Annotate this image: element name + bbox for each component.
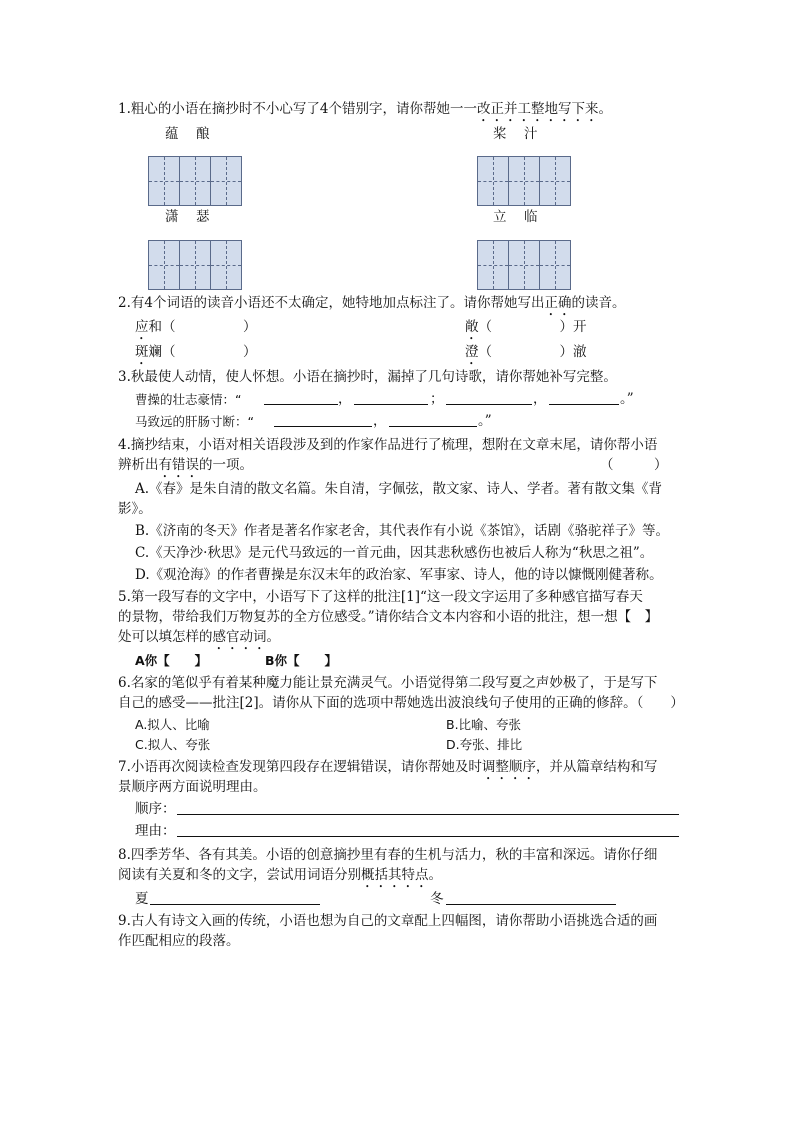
- q7-stem-line1: 7.小语再次阅读检查发现第四段存在逻辑错误，请你帮她及时调整顺序，并从篇章结构和写: [118, 759, 658, 775]
- q3-blank-6[interactable]: [389, 426, 477, 427]
- q7-stem-line2: 景顺序两方面说明理由。: [118, 779, 267, 795]
- q1-writing-grid-4[interactable]: [477, 240, 571, 290]
- q1-stem: 1.粗心的小语在摘抄时不小心写了4个错别字，请你帮她一一改正并工整地写下来。: [118, 101, 612, 117]
- q6-stem-line2: 自己的感受——批注[2]。请你从下面的选项中帮她选出波浪线句子使用的正确的修辞。（ ）: [118, 695, 684, 711]
- q3-blank-3[interactable]: [446, 404, 532, 405]
- q2-item-2[interactable]: 敞（ ）开: [465, 319, 587, 335]
- q8-summer-line[interactable]: [150, 904, 320, 905]
- q2-stem: 2.有4个词语的读音小语还不太确定，她特地加点标注了。请你帮她写出正确的读音。: [118, 295, 626, 311]
- q1-word-4: 立 临: [493, 209, 540, 225]
- q4-option-b: B.《济南的冬天》作者是著名作家老舍，其代表作有小说《茶馆》，话剧《骆驼祥子》等。: [135, 523, 669, 539]
- q2-item-1[interactable]: 应和（ ）: [135, 319, 257, 335]
- q3-line2-label: 马致远的肝肠寸断：“: [135, 414, 254, 429]
- q3-stem: 3.秋最使人动情，使人怀想。小语在摘抄时，漏掉了几句诗歌，请你帮她补写完整。: [118, 369, 617, 385]
- q3-blank-5[interactable]: [274, 426, 372, 427]
- q3-blank-1[interactable]: [264, 404, 338, 405]
- q3-end-2: 。”: [478, 413, 492, 429]
- q3-blank-2[interactable]: [354, 404, 428, 405]
- q1-writing-grid-1[interactable]: [148, 156, 242, 206]
- q9-stem-line2: 作匹配相应的段落。: [118, 933, 240, 949]
- q1-word-1: 蕴 酿: [165, 126, 212, 142]
- q5-answer-b[interactable]: B你【 】: [265, 653, 338, 668]
- q3-comma-2: ，: [533, 391, 547, 407]
- q4-option-c: C.《天净沙·秋思》是元代马致远的一首元曲，因其悲秋感伤也被后人称为“秋思之祖”。: [135, 545, 654, 561]
- q8-winter-line[interactable]: [446, 904, 616, 905]
- q6-stem-line1: 6.名家的笔似乎有着某种魔力能让景充满灵气。小语觉得第二段写夏之声妙极了，于是写下: [118, 675, 658, 691]
- q8-stem-line2: 阅读有关夏和冬的文字，尝试用词语分别概括其特点。: [118, 867, 442, 883]
- q3-semicolon: ；: [430, 391, 444, 407]
- q6-option-b: B.比喻、夸张: [446, 717, 522, 732]
- q7-reason-label: 理由：: [135, 823, 176, 839]
- q1-writing-grid-3[interactable]: [148, 240, 242, 290]
- q5-stem-line3: 处可以填怎样的感官动词。: [118, 629, 280, 645]
- q7-order-label: 顺序：: [135, 801, 176, 817]
- q9-stem-line1: 9.古人有诗文入画的传统，小语也想为自己的文章配上四幅图，请你帮助小语挑选合适的画: [118, 913, 658, 929]
- q6-option-c: C.拟人、夸张: [135, 737, 211, 752]
- q1-writing-grid-2[interactable]: [477, 156, 571, 206]
- q3-comma-1: ，: [338, 391, 352, 407]
- q2-item-4[interactable]: 澄（ ）澈: [465, 344, 587, 360]
- q5-stem-line2: 的景物，带给我们万物复苏的全方位感受。”请你结合文本内容和小语的批注，想一想【 】: [118, 609, 659, 625]
- q1-word-3: 潇 瑟: [165, 209, 212, 225]
- q7-order-line[interactable]: [177, 814, 679, 815]
- q5-stem-line1: 5.第一段写春的文字中，小语写下了这样的批注[1]“这一段文字运用了多种感官描写春天: [118, 589, 643, 605]
- q8-winter-label: 冬: [430, 891, 444, 907]
- q3-end-1: 。”: [620, 391, 634, 407]
- q4-option-d: D.《观沧海》的作者曹操是东汉末年的政治家、军事家、诗人，他的诗以慷慨刚健著称。: [135, 567, 663, 583]
- q2-item-3[interactable]: 斑斓（ ）: [135, 344, 257, 360]
- q8-summer-label: 夏: [135, 891, 149, 907]
- q4-option-a-cont: 影》。: [118, 501, 152, 517]
- q1-word-2: 桨 汁: [493, 126, 540, 142]
- q3-blank-4[interactable]: [549, 404, 619, 405]
- q6-option-a: A.拟人、比喻: [135, 717, 210, 732]
- q4-option-a: A.《春》是朱自清的散文名篇。朱自清，字佩弦，散文家、诗人、学者。著有散文集《背: [135, 481, 663, 497]
- q6-option-d: D.夸张、排比: [446, 737, 523, 752]
- q4-stem-line1: 4.摘抄结束，小语对相关语段涉及到的作家作品进行了梳理，想附在文章末尾，请你帮小语: [118, 437, 658, 453]
- q7-reason-line[interactable]: [177, 836, 679, 837]
- q4-stem-line2: 辨析出有错误的一项。: [118, 457, 253, 473]
- q3-comma-3: ，: [373, 413, 387, 429]
- q4-answer-paren[interactable]: （ ）: [600, 457, 668, 473]
- q5-answer-a[interactable]: A你【 】: [135, 653, 208, 668]
- q3-line1-label: 曹操的壮志豪情：“: [135, 392, 242, 407]
- q8-stem-line1: 8.四季芳华、各有其美。小语的创意摘抄里有春的生机与活力，秋的丰富和深远。请你仔细: [118, 847, 658, 863]
